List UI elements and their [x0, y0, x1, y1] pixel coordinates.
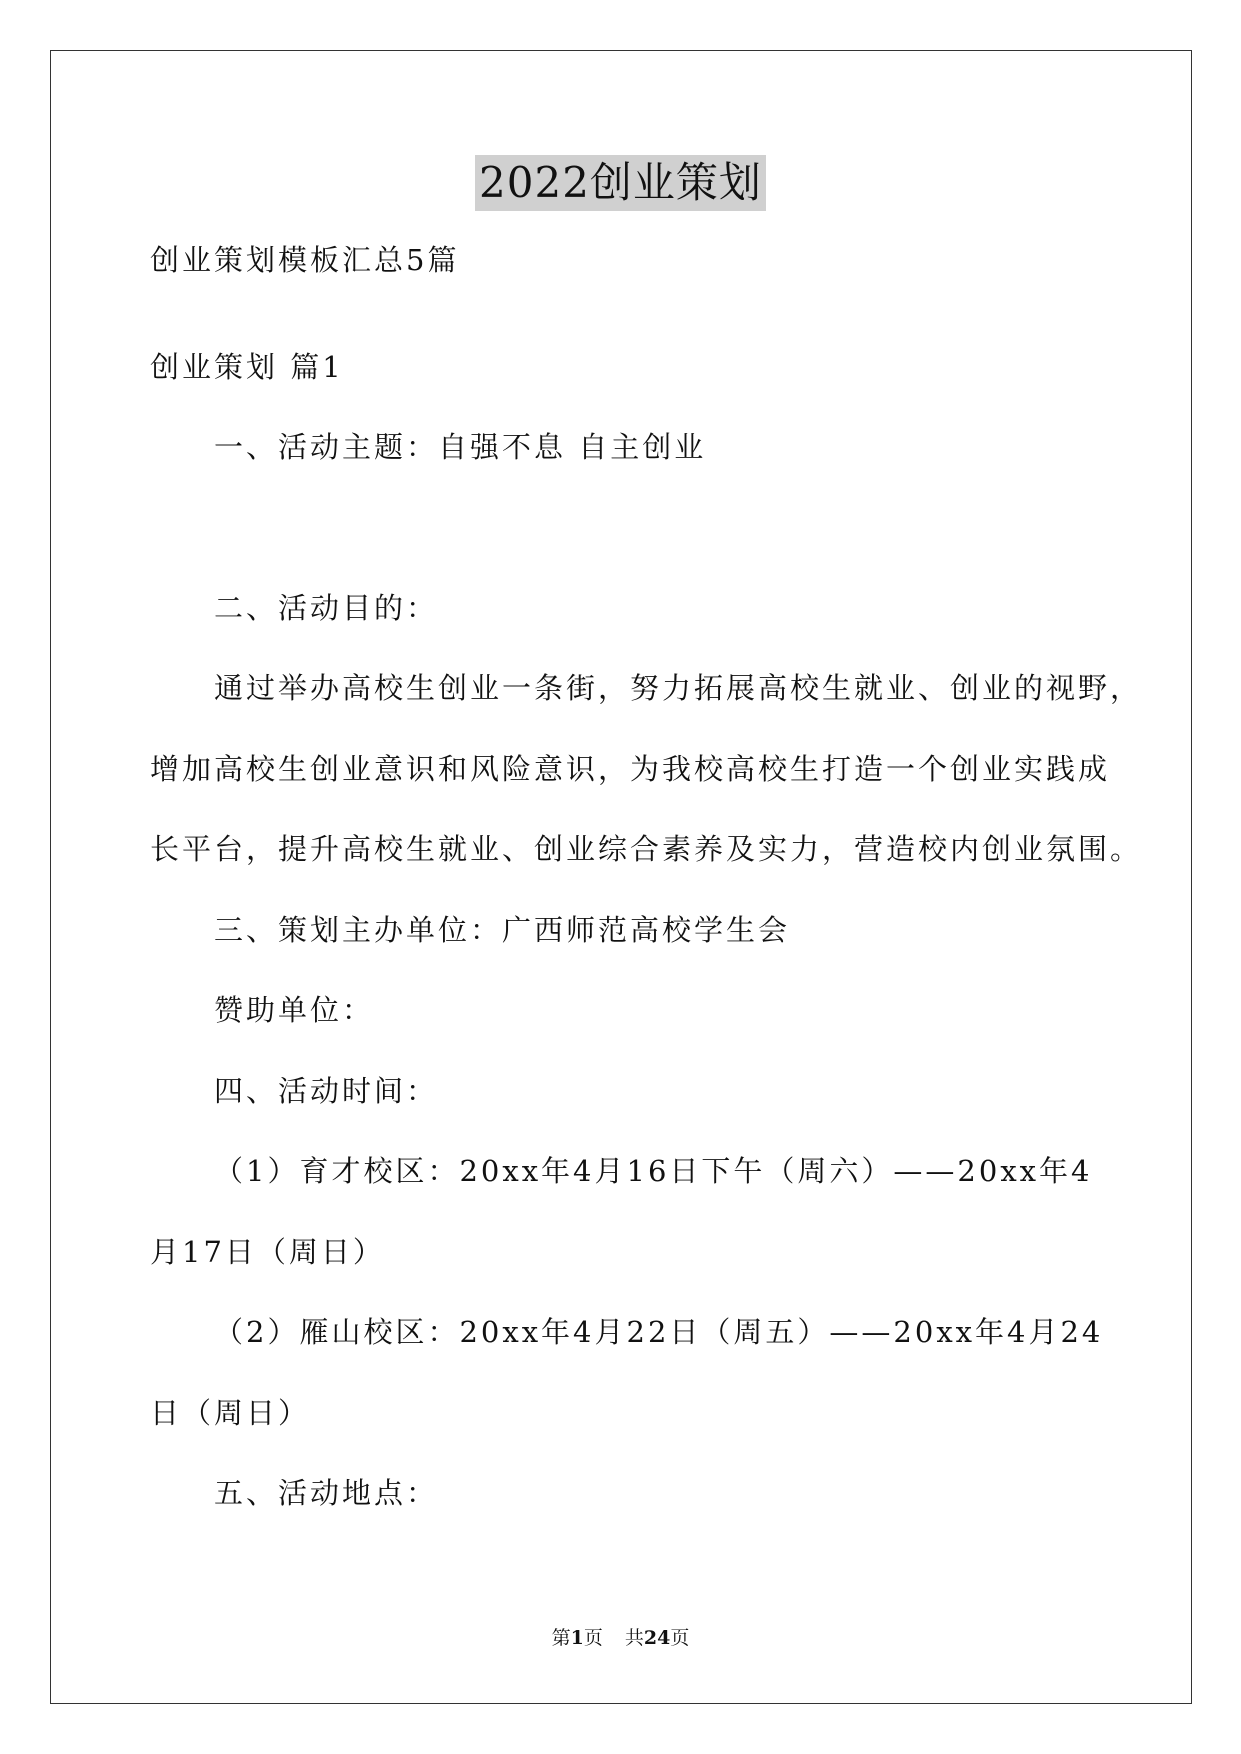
paragraph-line: 长平台，提升高校生就业、创业综合素养及实力，营造校内创业氛围。	[150, 832, 1143, 866]
paragraph-line: 日（周日）	[150, 1396, 311, 1430]
total-suffix: 页	[670, 1627, 690, 1649]
paragraph-line: 四、活动时间：	[214, 1074, 439, 1108]
page-prefix: 第	[551, 1627, 571, 1649]
title-container	[0, 155, 1241, 211]
page-total: 24	[643, 1627, 671, 1649]
page-current: 1	[570, 1627, 584, 1649]
total-prefix: 共	[624, 1627, 644, 1649]
paragraph-line: 一、活动主题：自强不息 自主创业	[214, 430, 707, 464]
page-border	[50, 50, 1192, 1704]
paragraph-line: 通过举办高校生创业一条街，努力拓展高校生就业、创业的视野，	[214, 671, 1143, 705]
paragraph-line: 月17日（周日）	[150, 1235, 385, 1269]
paragraph-line: （2）雁山校区：20xx年4月22日（周五）——20xx年4月24	[214, 1315, 1104, 1349]
paragraph-line: （1）育才校区：20xx年4月16日下午（周六）——20xx年4	[214, 1154, 1093, 1188]
paragraph-line: 赞助单位：	[214, 993, 375, 1027]
paragraph-line: 三、策划主办单位：广西师范高校学生会	[214, 913, 791, 947]
paragraph-line: 二、活动目的：	[214, 591, 439, 625]
paragraph-line: 五、活动地点：	[214, 1476, 439, 1510]
document-title: 2022创业策划	[475, 155, 766, 211]
paragraph-line: 增加高校生创业意识和风险意识，为我校高校生打造一个创业实践成	[150, 752, 1111, 786]
page-footer	[0, 1626, 1241, 1650]
page-suffix: 页	[583, 1627, 603, 1649]
doc-subtitle: 创业策划模板汇总5篇	[150, 243, 460, 277]
section-heading: 创业策划 篇1	[150, 350, 344, 384]
